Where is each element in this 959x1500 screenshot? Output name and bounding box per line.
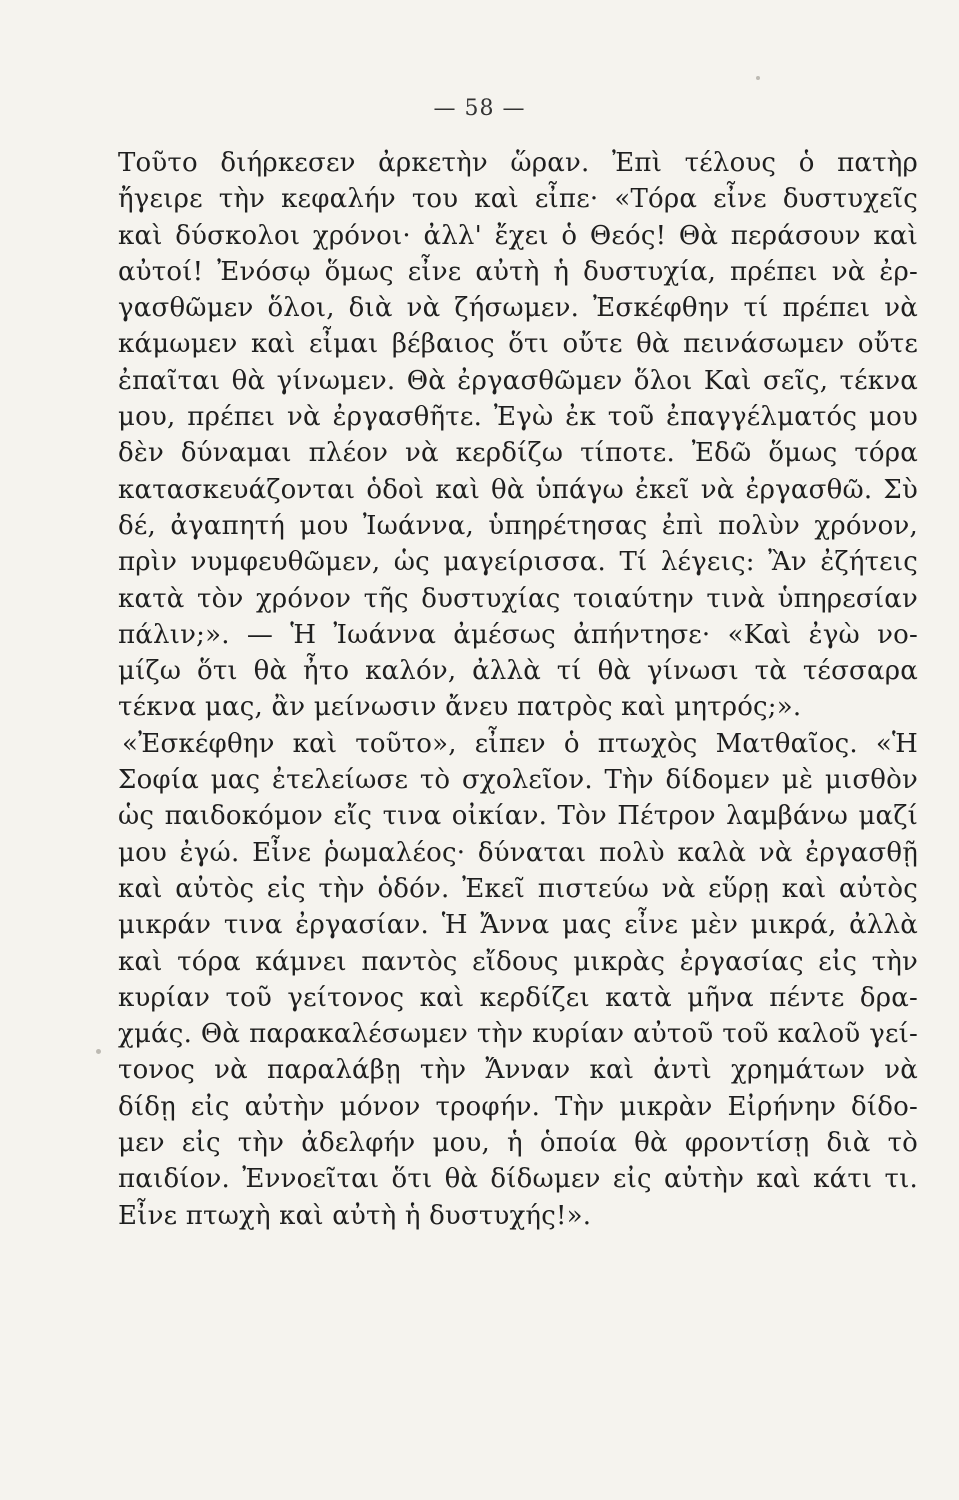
- text-line: γασθῶμεν ὅλοι, διὰ νὰ ζήσωμεν. Ἐσκέφθην τί πρέπει νὰ: [118, 293, 918, 324]
- text-line: Σοφία μας ἐτελείωσε τὸ σχολεῖον. Τὴν δίδομεν μὲ μισθὸν: [118, 765, 918, 796]
- text-line: δὲν δύναμαι πλέον νὰ κερδίζω τίποτε. Ἐδῶ ὅμως τόρα: [118, 438, 918, 469]
- text-line: δίδῃ εἰς αὐτὴν μόνον τροφήν. Τὴν μικρὰν Εἰρήνην δίδο-: [118, 1091, 918, 1122]
- text-line: ἤγειρε τὴν κεφαλήν του καὶ εἶπε· «Τόρα εἶνε δυστυχεῖς: [118, 184, 918, 215]
- paper-speck: [96, 1049, 101, 1054]
- text-line: μου ἐγώ. Εἶνε ῥωμαλέος· δύναται πολὺ καλὰ νὰ ἐργασθῇ: [118, 837, 918, 868]
- text-line: μίζω ὅτι θὰ ἦτο καλόν, ἀλλὰ τί θὰ γίνωσι τὰ τέσσαρα: [118, 656, 918, 687]
- text-line: καὶ δύσκολοι χρόνοι· ἀλλ' ἔχει ὁ Θεός! Θὰ περάσουν καὶ: [118, 220, 918, 251]
- text-line: ἐπαῖται θὰ γίνωμεν. Θὰ ἐργασθῶμεν ὅλοι Καὶ σεῖς, τέκνα: [118, 365, 918, 396]
- paper-speck: [756, 76, 760, 80]
- page-number: — 58 —: [433, 96, 526, 121]
- text-line: κυρίαν τοῦ γείτονος καὶ κερδίζει κατὰ μῆνα πέντε δρα-: [118, 982, 918, 1013]
- text-line: μου, πρέπει νὰ ἐργασθῆτε. Ἐγὼ ἐκ τοῦ ἐπαγγέλματός μου: [118, 402, 918, 433]
- text-line: κάμωμεν καὶ εἶμαι βέβαιος ὅτι οὔτε θὰ πεινάσωμεν οὔτε: [118, 329, 918, 360]
- text-line: Τοῦτο διήρκεσεν ἀρκετὴν ὥραν. Ἐπὶ τέλους ὁ πατὴρ: [118, 148, 918, 178]
- text-line: καὶ τόρα κάμνει παντὸς εἴδους μικρὰς ἐργασίας εἰς τὴν: [118, 946, 918, 977]
- text-line: καὶ αὐτὸς εἰς τὴν ὁδόν. Ἐκεῖ πιστεύω νὰ εὕρῃ καὶ αὐτὸς: [118, 873, 918, 904]
- text-line: μεν εἰς τὴν ἀδελφήν μου, ἡ ὁποία θὰ φροντίσῃ διὰ τὸ: [118, 1128, 918, 1159]
- text-line: ὡς παιδοκόμον εἴς τινα οἰκίαν. Τὸν Πέτρον λαμβάνω μαζί: [118, 801, 918, 832]
- text-line: τονος νὰ παραλάβῃ τὴν Ἄνναν καὶ ἀντὶ χρημάτων νὰ: [118, 1055, 918, 1086]
- text-line: χμάς. Θὰ παρακαλέσωμεν τὴν κυρίαν αὐτοῦ τοῦ καλοῦ γεί-: [118, 1019, 918, 1050]
- text-line: κατασκευάζονται ὁδοὶ καὶ θὰ ὑπάγω ἐκεῖ νὰ ἐργασθῶ. Σὺ: [118, 474, 918, 505]
- text-line: «Ἐσκέφθην καὶ τοῦτο», εἶπεν ὁ πτωχὸς Ματθαῖος. «Ἡ: [122, 728, 918, 759]
- text-line: δέ, ἀγαπητή μου Ἰωάννα, ὑπηρέτησας ἐπὶ πολὺν χρόνον,: [118, 510, 918, 541]
- text-line: πάλιν;». — Ἡ Ἰωάννα ἀμέσως ἀπήντησε· «Καὶ ἐγὼ νο-: [118, 619, 918, 650]
- text-line: αὐτοί! Ἐνόσῳ ὅμως εἶνε αὐτὴ ἡ δυστυχία, πρέπει νὰ ἐρ-: [118, 256, 918, 287]
- text-line: μικράν τινα ἐργασίαν. Ἡ Ἄννα μας εἶνε μὲν μικρά, ἀλλὰ: [118, 910, 918, 941]
- text-line: παιδίον. Ἐννοεῖται ὅτι θὰ δίδωμεν εἰς αὐτὴν καὶ κάτι τι.: [118, 1164, 918, 1195]
- text-line: Εἶνε πτωχὴ καὶ αὐτὴ ἡ δυστυχής!».: [118, 1200, 592, 1231]
- text-line: κατὰ τὸν χρόνον τῆς δυστυχίας τοιαύτην τινὰ ὑπηρεσίαν: [118, 583, 918, 614]
- text-line: πρὶν νυμφευθῶμεν, ὡς μαγείρισσα. Τί λέγεις: Ἂν ἐζήτεις: [118, 547, 918, 578]
- text-line: τέκνα μας, ἂν μείνωσιν ἄνευ πατρὸς καὶ μητρός;».: [118, 692, 802, 723]
- body-text: [118, 145, 918, 1234]
